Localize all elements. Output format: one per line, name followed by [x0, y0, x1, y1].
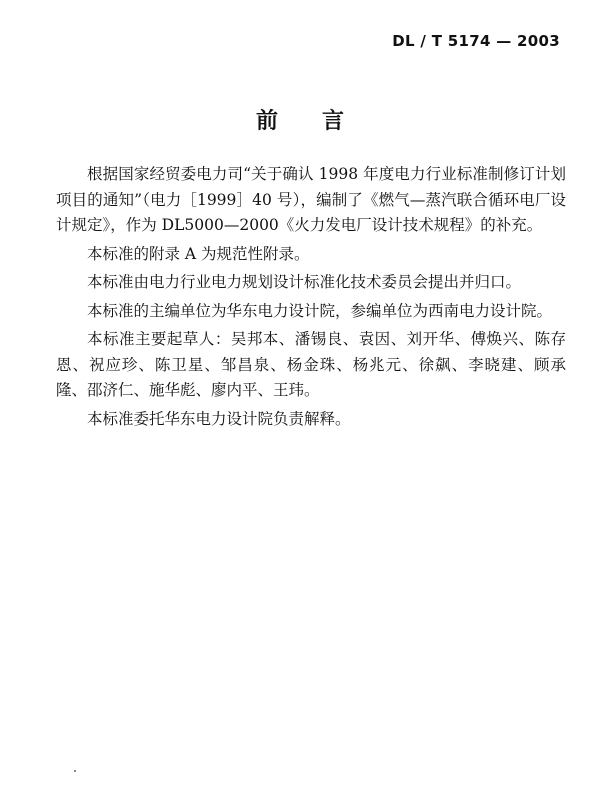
- paragraph-drafters: 本标准主要起草人：吴邦本、潘锡良、袁因、刘开华、傅焕兴、陈存恩、祝应珍、陈卫星、邹昌泉、杨金珠、杨兆元、徐飙、李晓建、顾承隆、邵济仁、施华彪、廖内平、王玮。: [56, 330, 566, 399]
- paragraph-appendix: 本标准的附录 A 为规范性附录。: [87, 244, 310, 263]
- foreword-body: [56, 162, 566, 432]
- scan-speck: [74, 770, 76, 772]
- paragraph-basis: 根据国家经贸委电力司“关于确认 1998 年度电力行业标准制修订计划项目的通知”（电力［1999］40 号），编制了《燃气—蒸汽联合循环电厂设计规定》，作为 DL5000—2000《火力发电厂设计技术规程》的补充。: [56, 165, 566, 234]
- page-title: 前言: [255, 109, 388, 134]
- paragraph-interpretation: 本标准委托华东电力设计院负责解释。: [87, 409, 351, 428]
- paragraph-units: 本标准的主编单位为华东电力设计院，参编单位为西南电力设计院。: [87, 301, 553, 320]
- standard-code: DL / T 5174 — 2003: [392, 32, 560, 50]
- paragraph-proposer: 本标准由电力行业电力规划设计标准化技术委员会提出并归口。: [87, 273, 522, 291]
